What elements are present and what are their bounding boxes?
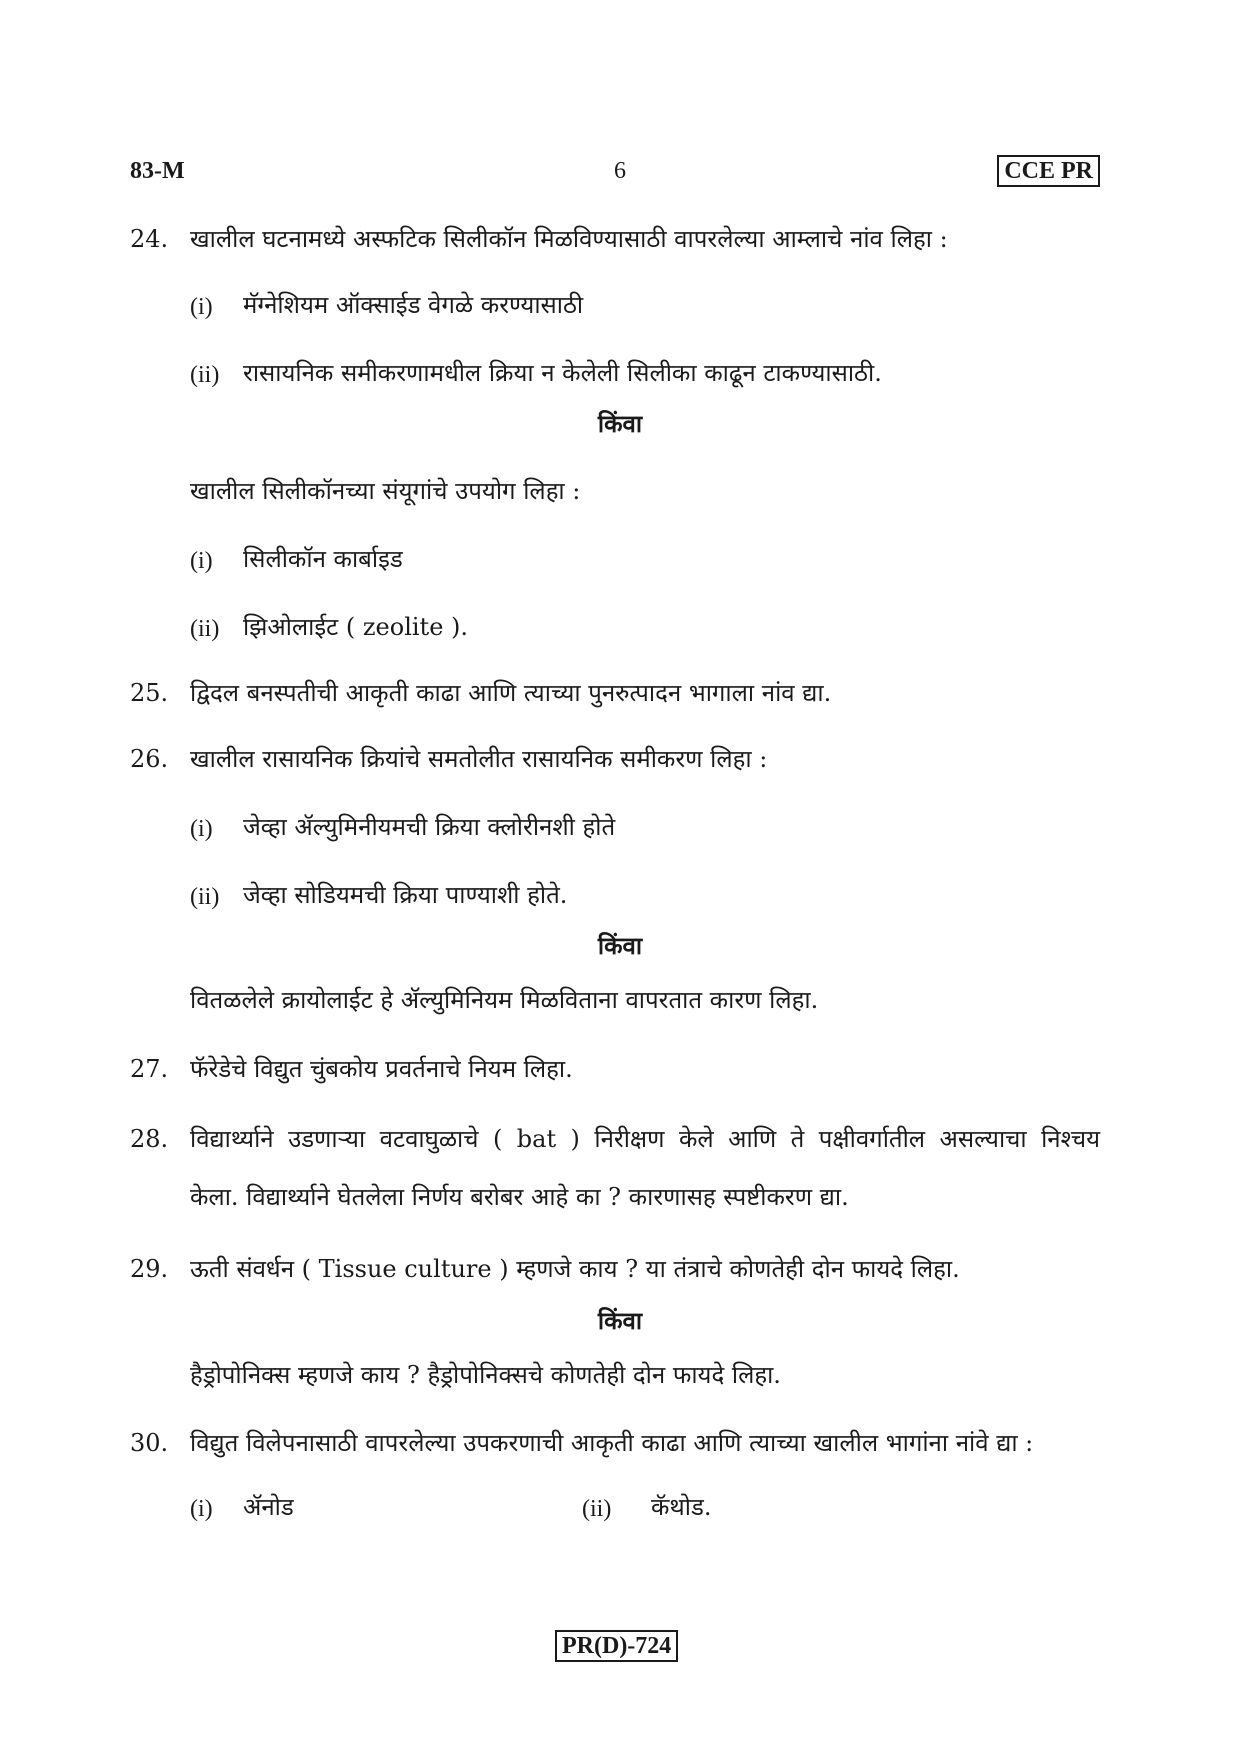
sub-item-text: जेव्हा सोडियमची क्रिया पाण्याशी होते. — [243, 881, 568, 909]
question-number: 29. — [130, 1255, 169, 1283]
sub-item-text: मॅग्नेशियम ऑक्साईड वेगळे करण्यासाठी — [243, 291, 584, 319]
footer-code-box: PR(D)-724 — [555, 1630, 678, 1662]
or-divider: किंवा — [597, 409, 643, 438]
sub-item-number: (ii) — [190, 616, 220, 642]
question-number: 27. — [130, 1055, 169, 1083]
paper-code: 83-M — [130, 158, 185, 184]
sub-item-text: रासायनिक समीकरणामधील क्रिया न केलेली सिलीका काढून टाकण्यासाठी. — [243, 359, 882, 387]
question-number: 30. — [130, 1429, 169, 1457]
sub-item-number: (ii) — [190, 362, 220, 388]
alternative-question-text: हैड्रोपोनिक्स म्हणजे काय ? हैड्रोपोनिक्सचे कोणतेही दोन फायदे लिहा. — [190, 1361, 781, 1389]
question-text: विद्युत विलेपनासाठी वापरलेल्या उपकरणाची आकृती काढा आणि त्याच्या खालील भागांना नांवे द्या : — [190, 1429, 1034, 1457]
sub-item-number: (i) — [190, 1496, 213, 1522]
sub-item-text: ॲनोड — [243, 1493, 294, 1521]
sub-item-number: (i) — [190, 294, 213, 320]
sub-item-text: सिलीकॉन कार्बाइड — [243, 545, 403, 573]
question-text: विद्यार्थ्याने उडणाऱ्या वटवाघुळाचे ( bat ) निरीक्षण केले आणि ते पक्षीवर्गातील असल्याचा निश्चय — [190, 1125, 1100, 1153]
question-text: फॅरेडेचे विद्युत चुंबकोय प्रवर्तनाचे नियम लिहा. — [190, 1055, 573, 1083]
sub-item-number: (i) — [190, 548, 213, 574]
question-text-continued: केला. विद्यार्थ्याने घेतलेला निर्णय बरोबर आहे का ? कारणासह स्पष्टीकरण द्या. — [190, 1183, 849, 1211]
question-number: 24. — [130, 225, 169, 253]
question-text: ऊती संवर्धन ( Tissue culture ) म्हणजे काय ? या तंत्राचे कोणतेही दोन फायदे लिहा. — [190, 1255, 960, 1283]
sub-item-number: (i) — [190, 816, 213, 842]
sub-item-number: (ii) — [582, 1496, 612, 1522]
page-number: 6 — [614, 158, 626, 184]
or-divider: किंवा — [597, 1306, 643, 1335]
or-divider: किंवा — [597, 931, 643, 960]
question-text: द्विदल बनस्पतीची आकृती काढा आणि त्याच्या पुनरुत्पादन भागाला नांव द्या. — [190, 679, 832, 707]
question-number: 25. — [130, 679, 169, 707]
question-number: 26. — [130, 745, 169, 773]
alternative-question-text: खालील सिलीकॉनच्या संयूगांचे उपयोग लिहा : — [190, 477, 581, 505]
alternative-question-text: वितळलेले क्रायोलाईट हे ॲल्युमिनियम मिळविताना वापरतात कारण लिहा. — [190, 986, 819, 1014]
question-text: खालील घटनामध्ये अस्फटिक सिलीकॉन मिळविण्यासाठी वापरलेल्या आम्लाचे नांव लिहा : — [190, 225, 948, 253]
sub-item-text: कॅथोड. — [651, 1493, 712, 1521]
sub-item-number: (ii) — [190, 884, 220, 910]
question-number: 28. — [130, 1125, 169, 1153]
series-code-box: CCE PR — [997, 155, 1100, 187]
sub-item-text: जेव्हा ॲल्युमिनीयमची क्रिया क्लोरीनशी होते — [243, 813, 616, 841]
sub-item-text: झिओलाईट ( zeolite ). — [243, 613, 469, 641]
question-text: खालील रासायनिक क्रियांचे समतोलीत रासायनिक समीकरण लिहा : — [190, 745, 768, 773]
